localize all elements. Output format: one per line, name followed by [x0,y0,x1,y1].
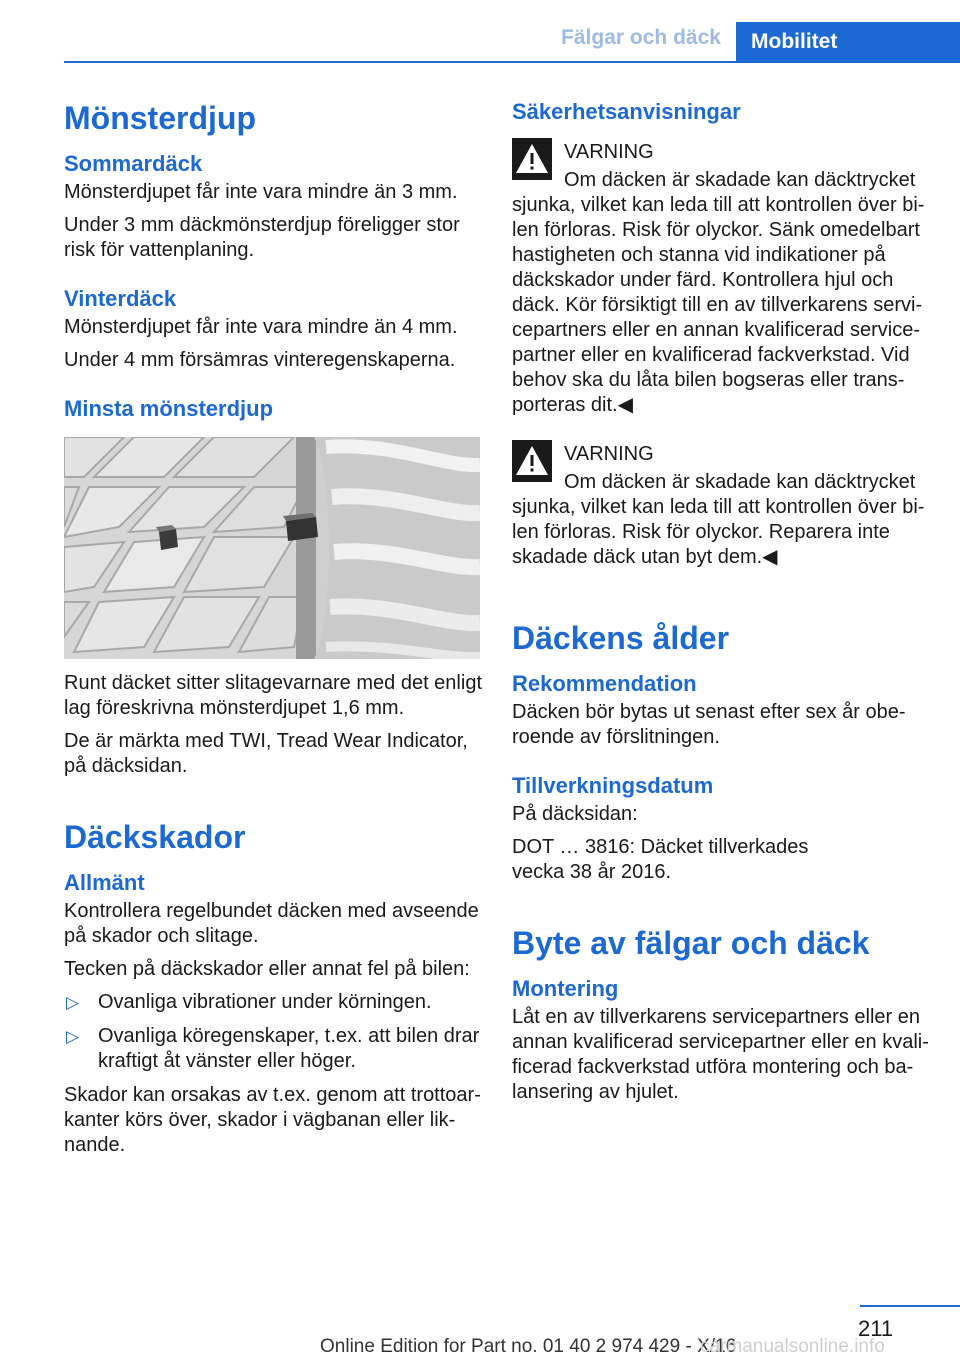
right-column [512,98,932,1113]
heading-minsta-monsterdjup: Minsta mönsterdjup [64,396,274,421]
text-montering: Låt en av tillverkarens servicepartners eller en annan kvalificerad servicepartner eller en kvalificerad fackverkstad utföra montering och balansering av hjulet. [512,1006,929,1103]
heading-dackskador: Däckskador [64,819,246,855]
header-section-tab: Fälgar och däck [561,26,721,49]
text-vinter-2: Under 4 mm försämras vinteregenskaperna. [64,349,456,371]
heading-sommardack: Sommardäck [64,151,203,176]
text-allmant-1: Kontrollera regelbundet däcken med avseende på skador och slitage. [64,900,479,947]
warning-text: Om däcken är skadade kan däcktrycket sjunka, vilket kan leda till att kontrollen över bilen förloras. Risk för olyckor. Sänk omedelbart hastigheten och stanna vid indikationer på däckskador under färd. Kontrollera hjul och däck. Kör försiktigt till en av tillverkarens servicepartners eller en annan kvalificerad servicepartner eller en kvalificerad fackverkstad. Vid behov ska du låta bilen bogseras eller transporteras dit.◀ [512,169,925,416]
text-vinter-1: Mönsterdjupet får inte vara mindre än 4 mm. [64,316,458,338]
list-item: ▷ Ovanliga vibrationer under körningen. [66,991,432,1013]
text-allmant-2: Tecken på däckskador eller annat fel på bilen: [64,958,470,980]
text-allmant-3: Skador kan orsakas av t.ex. genom att trottoarkanter körs över, skador i vägbanan eller liknande. [64,1084,481,1156]
text-sommar-2: Under 3 mm däckmönsterdjup föreligger stor risk för vattenplaning. [64,214,460,261]
bullet-triangle-icon: ▷ [66,1027,80,1046]
warning-title: VARNING [564,443,654,465]
warning-triangle-icon [512,138,552,180]
heading-byte-av-falgar: Byte av fälgar och däck [512,925,870,961]
header-rule [64,61,960,63]
left-column [64,98,482,1166]
page-number: 211 [858,1316,894,1341]
warning-block-1 [512,136,932,418]
heading-rekommendation: Rekommendation [512,671,697,696]
text-figure-2: De är märkta med TWI, Tread Wear Indicator, på däcksidan. [64,730,468,777]
bullet-triangle-icon: ▷ [66,993,80,1012]
text-figure-1: Runt däcket sitter slitagevarnare med det enligt lag föreskrivna mönsterdjupet 1,6 mm. [64,672,482,719]
heading-allmant: Allmänt [64,870,145,895]
watermark: carmanualsonline.info [700,1336,885,1357]
heading-montering: Montering [512,976,619,1001]
text-tillverkning-2: DOT … 3816: Däcket tillverkades vecka 38 år 2016. [512,836,809,883]
heading-monsterdjup: Mönsterdjup [64,100,256,136]
text-sommar-1: Mönsterdjupet får inte vara mindre än 3 mm. [64,181,458,203]
warning-block-2 [512,438,932,570]
list-item: ▷ Ovanliga köregenskaper, t.ex. att bilen drar kraftigt åt vänster eller höger. [66,1025,480,1072]
damage-signs-list [64,990,482,1074]
heading-vinterdack: Vinterdäck [64,286,177,311]
header-chapter-tab: Mobilitet [736,22,960,62]
heading-tillverkningsdatum: Tillverkningsdatum [512,773,714,798]
warning-text: Om däcken är skadade kan däcktrycket sjunka, vilket kan leda till att kontrollen över bilen förloras. Risk för olyckor. Reparera inte skadade däck utan byt dem.◀ [512,471,925,568]
text-tillverkning-1: På däcksidan: [512,803,638,825]
tread-wear-indicator-figure [64,437,480,659]
edition-text: Online Edition for Part no. 01 40 2 974 429 - X/16 [320,1336,737,1357]
warning-title: VARNING [564,141,654,163]
footer-rule [860,1305,960,1307]
text-rekommendation: Däcken bör bytas ut senast efter sex år oberoende av förslitningen. [512,701,906,748]
heading-dackens-alder: Däckens ålder [512,620,730,656]
heading-sakerhetsanvisningar: Säkerhetsanvisningar [512,99,741,124]
warning-triangle-icon [512,440,552,482]
